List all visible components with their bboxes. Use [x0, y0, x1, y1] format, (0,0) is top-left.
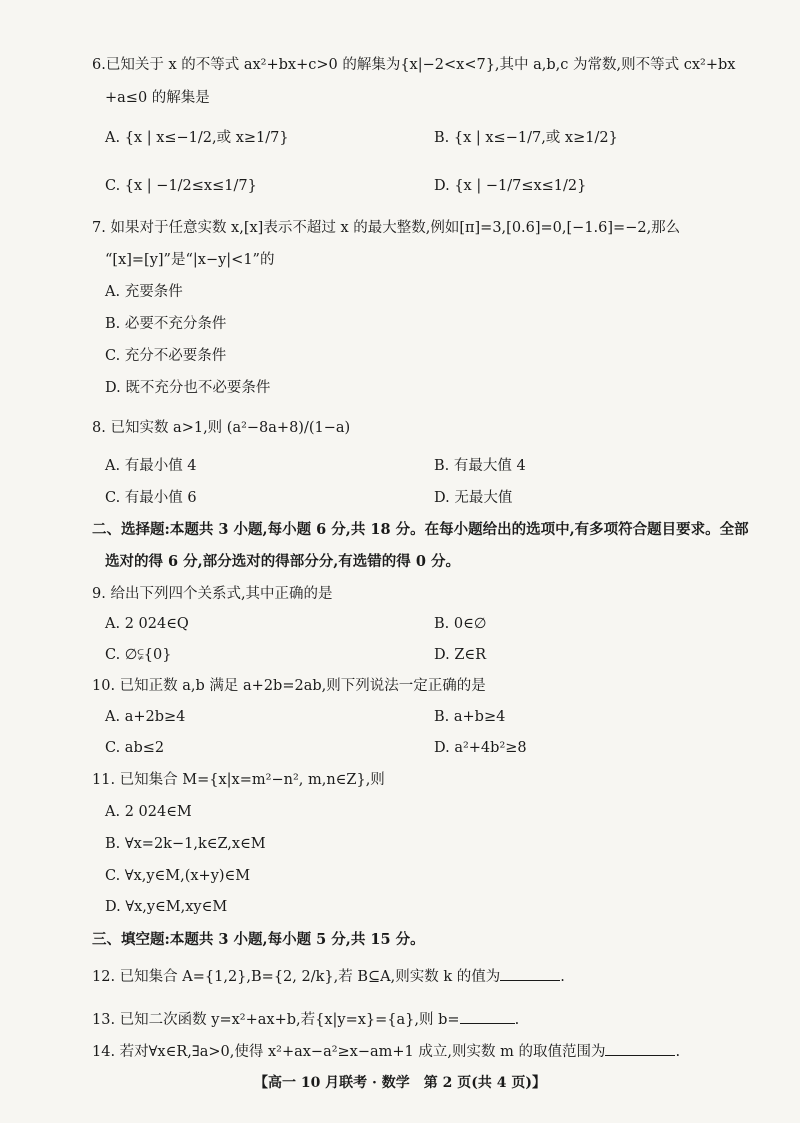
q13-stem: 13. 已知二次函数 y=x²+ax+b,若{x|y=x}={a},则 b=: [92, 1012, 460, 1028]
q14-answer-blank[interactable]: [605, 1041, 675, 1056]
q9-stem: 9. 给出下列四个关系式,其中正确的是: [92, 586, 333, 602]
page-footer: 【高一 10 月联考 · 数学 第 2 页(共 4 页)】: [253, 1075, 547, 1091]
q11-option-a: A. 2 024∈M: [105, 804, 192, 820]
q7-stem-line2: “[x]=[y]”是“|x−y|<1”的: [105, 252, 275, 268]
q10-option-c: C. ab≤2: [105, 740, 165, 756]
q8-option-c: C. 有最小值 6: [105, 490, 197, 506]
q9-option-b: B. 0∈∅: [434, 616, 487, 632]
q14-end: .: [675, 1044, 681, 1060]
q14-stem: 14. 若对∀x∈R,∃a>0,使得 x²+ax−a²≥x−am+1 成立,则实数 m 的取值范围为: [92, 1044, 606, 1060]
q10-stem: 10. 已知正数 a,b 满足 a+2b=2ab,则下列说法一定正确的是: [92, 678, 486, 694]
q8-option-b: B. 有最大值 4: [434, 458, 526, 474]
q7-option-b: B. 必要不充分条件: [105, 316, 227, 332]
q9-option-d: D. Z∈R: [434, 647, 487, 663]
q9-option-c: C. ∅⫋{0}: [105, 647, 172, 663]
q13-line: [92, 1009, 519, 1030]
q11-option-b: B. ∀x=2k−1,k∈Z,x∈M: [105, 836, 266, 852]
q13-answer-blank[interactable]: [460, 1009, 515, 1024]
q8-option-a: A. 有最小值 4: [105, 458, 197, 474]
q7-option-c: C. 充分不必要条件: [105, 348, 227, 364]
q8-option-d: D. 无最大值: [434, 490, 513, 506]
q6-stem-line1: 6.已知关于 x 的不等式 ax²+bx+c>0 的解集为{x|−2<x<7},其中 a,b,c 为常数,则不等式 cx²+bx: [92, 57, 736, 73]
q6-option-d: D. {x | −1/7≤x≤1/2}: [434, 178, 587, 194]
q6-option-b: B. {x | x≤−1/7,或 x≥1/2}: [434, 130, 618, 146]
q11-option-d: D. ∀x,y∈M,xy∈M: [105, 899, 228, 915]
q9-option-a: A. 2 024∈Q: [105, 616, 189, 632]
section2-heading-line2: 选对的得 6 分,部分选对的得部分分,有选错的得 0 分。: [105, 553, 460, 570]
q7-stem-line1: 7. 如果对于任意实数 x,[x]表示不超过 x 的最大整数,例如[π]=3,[0.6]=0,[−1.6]=−2,那么: [92, 220, 681, 236]
q6-option-c: C. {x | −1/2≤x≤1/7}: [105, 178, 257, 194]
q10-option-d: D. a²+4b²≥8: [434, 740, 527, 756]
section3-heading: 三、填空题:本题共 3 小题,每小题 5 分,共 15 分。: [92, 931, 425, 948]
section2-heading-line1: 二、选择题:本题共 3 小题,每小题 6 分,共 18 分。在每小题给出的选项中,有多项符合题目要求。全部: [92, 521, 749, 538]
q6-stem-line2: +a≤0 的解集是: [105, 90, 210, 106]
q12-stem: 12. 已知集合 A={1,2},B={2, 2/k},若 B⊆A,则实数 k 的值为: [92, 969, 501, 985]
q14-line: [92, 1041, 680, 1062]
q11-stem: 11. 已知集合 M={x|x=m²−n², m,n∈Z},则: [92, 772, 385, 788]
q11-option-c: C. ∀x,y∈M,(x+y)∈M: [105, 868, 251, 884]
q12-end: .: [560, 969, 565, 985]
q6-option-a: A. {x | x≤−1/2,或 x≥1/7}: [105, 130, 289, 146]
q7-option-a: A. 充要条件: [105, 284, 183, 300]
q7-option-d: D. 既不充分也不必要条件: [105, 380, 271, 396]
q12-line: [92, 966, 565, 987]
q12-answer-blank[interactable]: [500, 966, 560, 981]
q8-stem: 8. 已知实数 a>1,则 (a²−8a+8)/(1−a): [92, 420, 351, 436]
q10-option-b: B. a+b≥4: [434, 709, 506, 725]
q10-option-a: A. a+2b≥4: [105, 709, 186, 725]
q13-end: .: [514, 1012, 520, 1028]
